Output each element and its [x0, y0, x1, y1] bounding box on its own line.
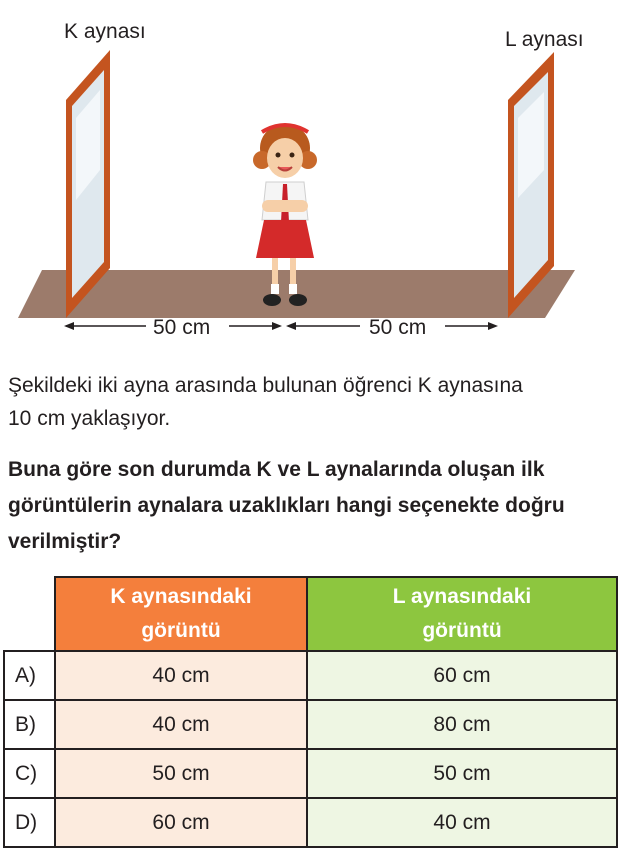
question-prompt: Buna göre son durumda K ve L aynalarında oluşan ilk görüntülerin aynalara uzaklıkları hangi seçenekte doğru verilmiştir? [8, 458, 565, 553]
distance-arrows [64, 322, 498, 330]
question-line-2: 10 cm yaklaşıyor. [8, 407, 171, 430]
option-l-value: 50 cm [307, 749, 617, 798]
mirror-k-label: K aynası [64, 20, 146, 43]
header-l-line1: L aynasındaki [392, 585, 532, 608]
table-row[interactable] [4, 749, 617, 798]
option-l-value: 60 cm [307, 651, 617, 700]
option-k-value: 40 cm [55, 651, 307, 700]
option-k-value: 40 cm [55, 700, 307, 749]
mirrors-illustration [0, 0, 621, 350]
table-corner [4, 577, 55, 651]
header-l-image [307, 577, 617, 651]
question-line-1: Şekildeki iki ayna arasında bulunan öğrenci K aynasına [8, 374, 523, 397]
table-row[interactable] [4, 651, 617, 700]
table-header-row [4, 577, 617, 651]
answer-table [3, 576, 618, 848]
distance-left-label: 50 cm [153, 316, 211, 339]
mirror-l-label: L aynası [505, 28, 584, 51]
header-k-line1: K aynasındaki [110, 585, 252, 608]
distance-right-label: 50 cm [369, 316, 427, 339]
option-label[interactable]: A) [4, 651, 55, 700]
option-label[interactable]: D) [4, 798, 55, 847]
option-k-value: 50 cm [55, 749, 307, 798]
table-row[interactable] [4, 700, 617, 749]
option-l-value: 80 cm [307, 700, 617, 749]
option-l-value: 40 cm [307, 798, 617, 847]
header-k-line2: görüntü [141, 619, 221, 642]
table-row[interactable] [4, 798, 617, 847]
option-label[interactable]: C) [4, 749, 55, 798]
header-l-line2: görüntü [422, 619, 502, 642]
option-label[interactable]: B) [4, 700, 55, 749]
option-k-value: 60 cm [55, 798, 307, 847]
header-k-image [55, 577, 307, 651]
